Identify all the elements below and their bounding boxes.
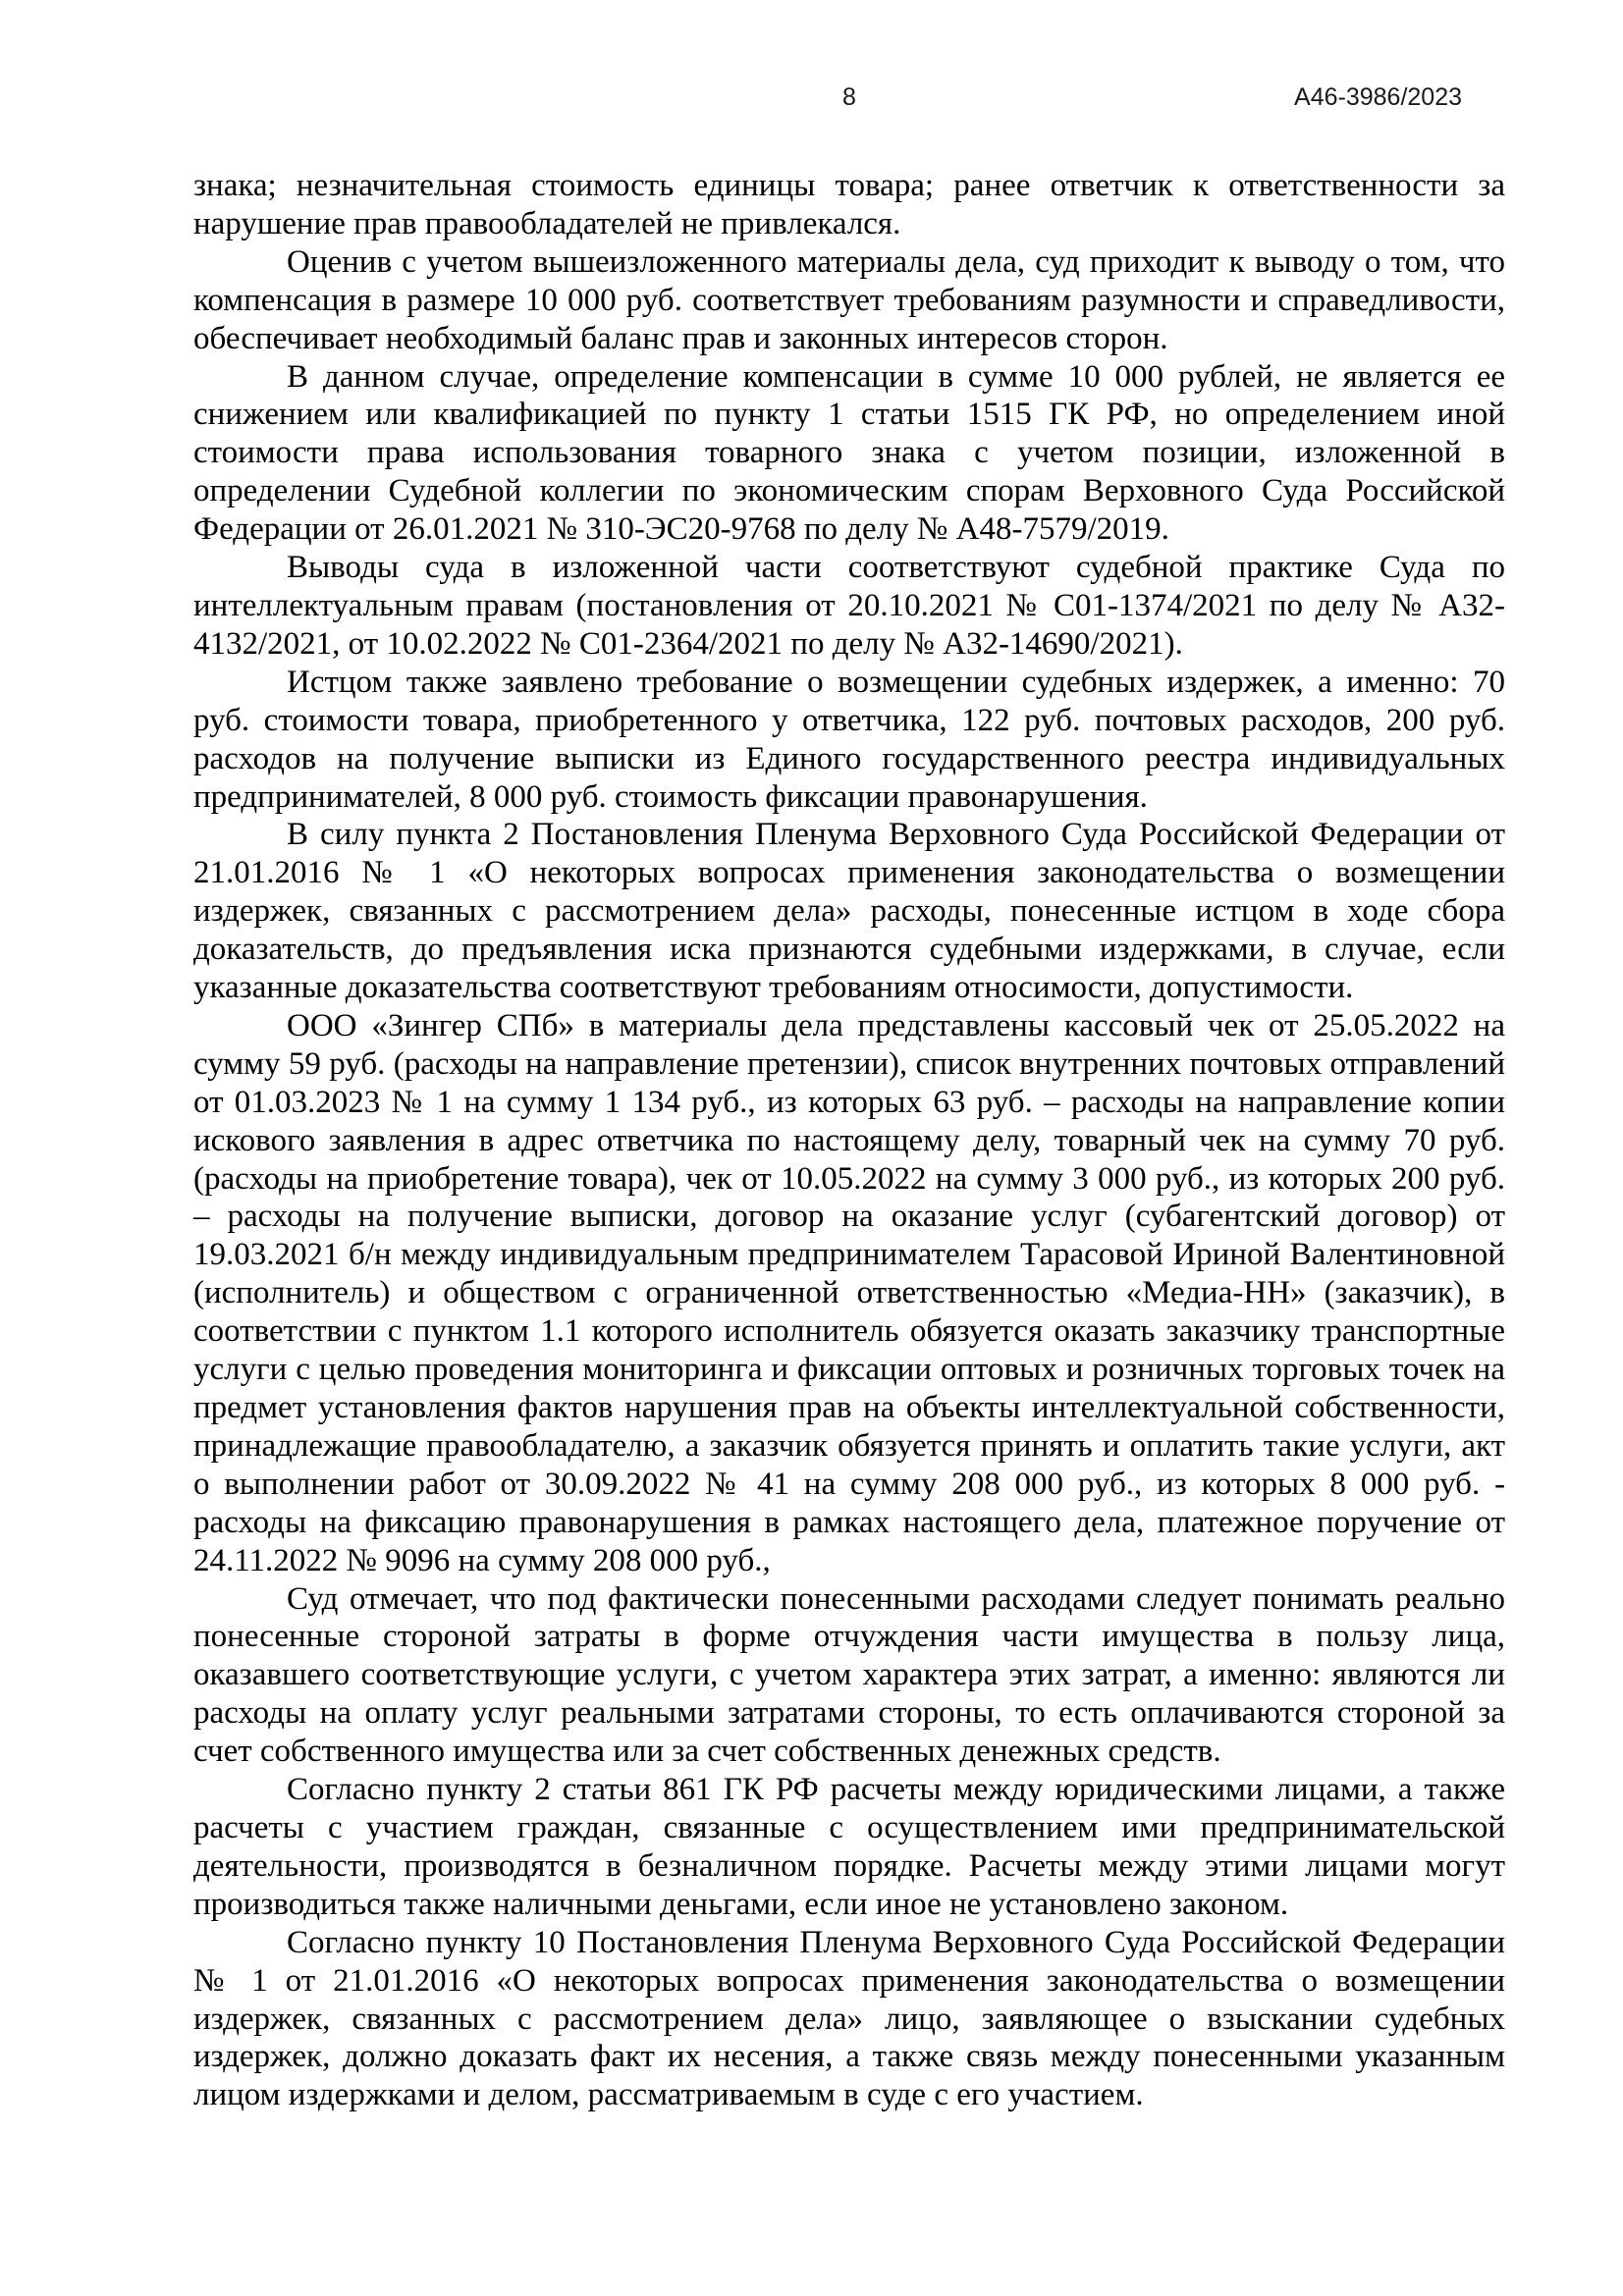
paragraph: Суд отмечает, что под фактически понесенными расходами следует понимать реально понесенные стороной затраты в форме отчуждения части имущества в пользу лица, оказавшего соответствующие услуги, с учетом характера этих затрат, а именно: являются ли расходы на оплату услуг реальными затратами стороны, то есть оплачиваются стороной за счет собственного имущества или за счет собственных денежных средств. [193,1580,1505,1770]
paragraph: Согласно пункту 2 статьи 861 ГК РФ расчеты между юридическими лицами, а также расчеты с участием граждан, связанные с осуществлением ими предпринимательской деятельности, производятся в безналичном порядке. Расчеты между этими лицами могут производиться также наличными деньгами, если иное не установлено законом. [193,1772,1505,1922]
page-number: 8 [842,83,856,111]
paragraph: Согласно пункту 10 Постановления Пленума Верховного Суда Российской Федерации № 1 от 21.01.2016 «О некоторых вопросах применения законодательства о возмещении издержек, связанных с рассмотрением дела» лицо, заявляющее о взыскании судебных издержек, должно доказать факт их несения, а также связь между понесенными указанным лицом издержками и делом, рассматриваемым в суде с его участием. [193,1924,1505,2113]
paragraph: Выводы суда в изложенной части соответствуют судебной практике Суда по интеллектуальным правам (постановления от 20.10.2021 № С01-1374/2021 по делу № А32-4132/2021, от 10.02.2022 № С01-2364/2021 по делу № А32-14690/2021). [193,550,1505,662]
paragraph: знака; незначительная стоимость единицы товара; ранее ответчик к ответственности за нарушение прав правообладателей не привлекался. [193,168,1505,241]
paragraph: В данном случае, определение компенсации в сумме 10 000 рублей, не является ее снижением или квалификацией по пункту 1 статьи 1515 ГК РФ, но определением иной стоимости права использования товарного знака с учетом позиции, изложенной в определении Судебной коллегии по экономическим спорам Верховного Суда Российской Федерации от 26.01.2021 № 310-ЭС20-9768 по делу № А48-7579/2019. [193,358,1505,548]
document-body [193,167,1505,2114]
page-header [193,82,1505,114]
paragraph: ООО «Зингер СПб» в материалы дела представлены кассовый чек от 25.05.2022 на сумму 59 руб. (расходы на направление претензии), список внутренних почтовых отправлений от 01.03.2023 № 1 на сумму 1 134 руб., из которых 63 руб. – расходы на направление копии искового заявления в адрес ответчика по настоящему делу, товарный чек на сумму 70 руб. (расходы на приобретение товара), чек от 10.05.2022 на сумму 3 000 руб., из которых 200 руб. – расходы на получение выписки, договор на оказание услуг (субагентский договор) от 19.03.2021 б/н между индивидуальным предпринимателем Тарасовой Ириной Валентиновной (исполнитель) и обществом с ограниченной ответственностью «Медиа-НН» (заказчик), в соответствии с пунктом 1.1 которого исполнитель обязуется оказать заказчику транспортные услуги с целью проведения мониторинга и фиксации оптовых и розничных торговых точек на предмет установления фактов нарушения прав на объекты интеллектуальной собственности, принадлежащие правообладателю, а заказчик обязуется принять и оплатить такие услуги, акт о выполнении работ от 30.09.2022 № 41 на сумму 208 000 руб., из которых 8 000 руб. - расходы на фиксацию правонарушения в рамках настоящего дела, платежное поручение от 24.11.2022 № 9096 на сумму 208 000 руб., [193,1007,1505,1578]
paragraph: В силу пункта 2 Постановления Пленума Верховного Суда Российской Федерации от 21.01.2016 № 1 «О некоторых вопросах применения законодательства о возмещении издержек, связанных с рассмотрением дела» расходы, понесенные истцом в ходе сбора доказательств, до предъявления иска признаются судебными издержками, в случае, если указанные доказательства соответствуют требованиям относимости, допустимости. [193,817,1505,1006]
paragraph: Оценив с учетом вышеизложенного материалы дела, суд приходит к выводу о том, что компенсация в размере 10 000 руб. соответствует требованиям разумности и справедливости, обеспечивает необходимый баланс прав и законных интересов сторон. [193,243,1505,356]
case-number: А46-3986/2023 [1294,83,1462,111]
paragraph: Истцом также заявлено требование о возмещении судебных издержек, а именно: 70 руб. стоимости товара, приобретенного у ответчика, 122 руб. почтовых расходов, 200 руб. расходов на получение выписки из Единого государственного реестра индивидуальных предпринимателей, 8 000 руб. стоимость фиксации правонарушения. [193,664,1505,815]
